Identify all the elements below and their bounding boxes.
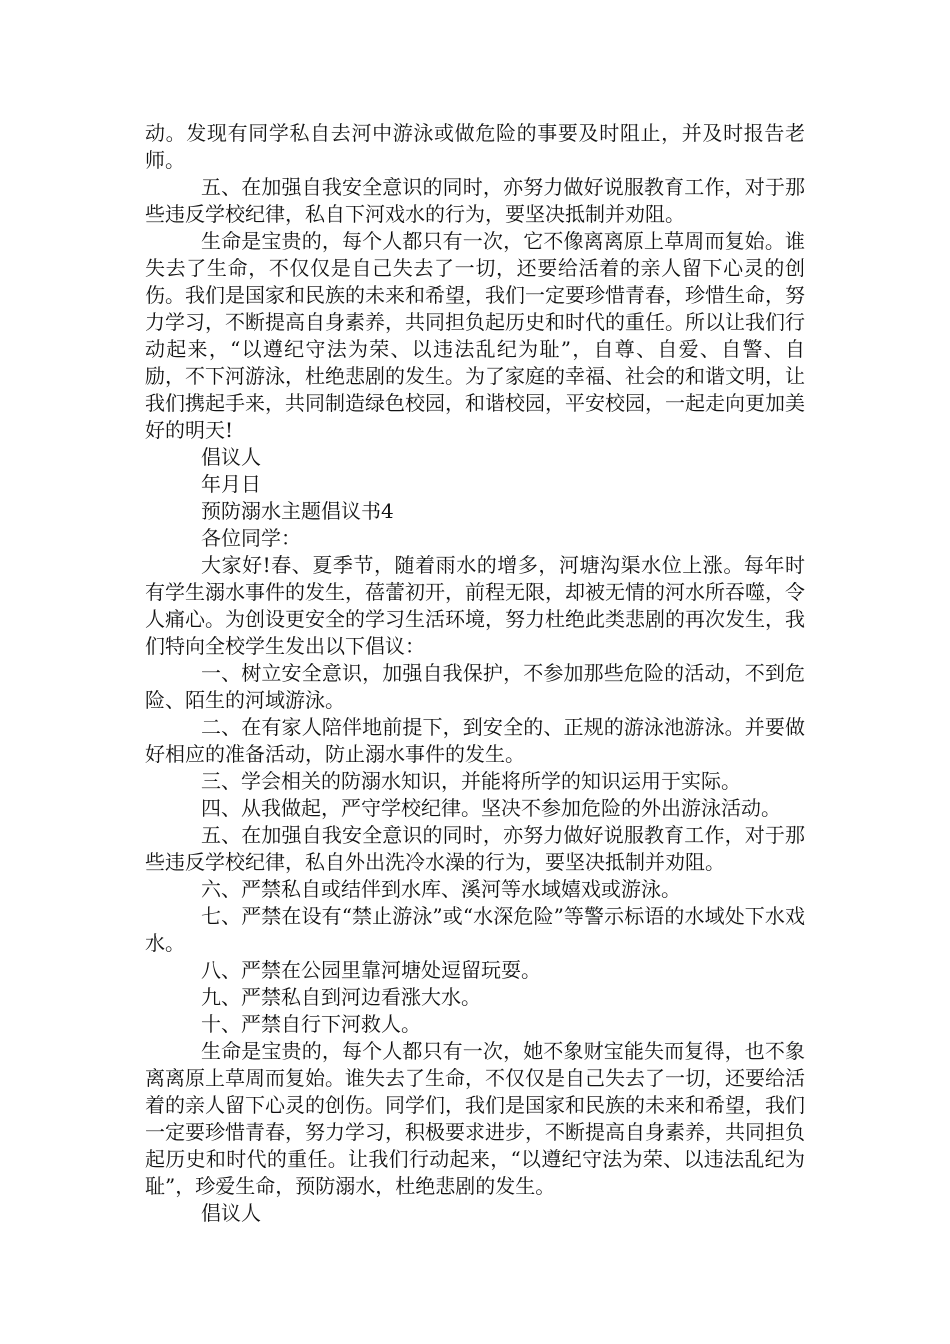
paragraph-closing-second: 生命是宝贵的，每个人都只有一次，她不象财宝能失而复得，也不象离离原上草周而复始。谁失去了生命，不仅仅是自己失去了一切，还要给活着的亲人留下心灵的创伤。同学们，我们是国家和民族的未来和希望，我们一定要珍惜青春，努力学习，积极要求进步，不断提高自身素养，共同担负起历史和时代的重任。让我们行动起来，“以遵纪守法为荣、以违法乱纪为耻”，珍爱生命，预防溺水，杜绝悲剧的发生。 xyxy=(145,1039,805,1198)
salutation: 各位同学： xyxy=(201,526,301,550)
section-title: 预防溺水主题倡议书4 xyxy=(201,499,394,523)
document-body xyxy=(145,120,805,1227)
paragraph-item-3: 三、学会相关的防溺水知识，并能将所学的知识运用于实际。 xyxy=(201,769,741,793)
date-label: 年月日 xyxy=(201,472,261,496)
paragraph-item-2: 二、在有家人陪伴地前提下，到安全的、正规的游泳池游泳。并要做好相应的准备活动，防止溺水事件的发生。 xyxy=(145,715,805,766)
paragraph-item-5: 五、在加强自我安全意识的同时，亦努力做好说服教育工作，对于那些违反学校纪律，私自外出洗冷水澡的行为，要坚决抵制并劝阻。 xyxy=(145,823,805,874)
paragraph-intro: 大家好!春、夏季节，随着雨水的增多，河塘沟渠水位上涨。每年时有学生溺水事件的发生，蓓蕾初开，前程无限，却被无情的河水所吞噬，令人痛心。为创设更安全的学习生活环境，努力杜绝此类悲剧的再次发生，我们特向全校学生发出以下倡议： xyxy=(145,553,805,658)
paragraph-item-4: 四、从我做起，严守学校纪律。坚决不参加危险的外出游泳活动。 xyxy=(201,796,781,820)
paragraph-item-5-first: 五、在加强自我安全意识的同时，亦努力做好说服教育工作，对于那些违反学校纪律，私自下河戏水的行为，要坚决抵制并劝阻。 xyxy=(145,175,805,226)
signature-label-second: 倡议人 xyxy=(201,1201,261,1225)
paragraph-item-1: 一、树立安全意识，加强自我保护，不参加那些危险的活动，不到危险、陌生的河域游泳。 xyxy=(145,661,805,712)
paragraph-item-9: 九、严禁私自到河边看涨大水。 xyxy=(201,985,481,1009)
paragraph-item-8: 八、严禁在公园里靠河塘处逗留玩耍。 xyxy=(201,958,541,982)
paragraph-item-10: 十、严禁自行下河救人。 xyxy=(201,1012,421,1036)
signature-label-first: 倡议人 xyxy=(201,445,261,469)
paragraph-closing-first: 生命是宝贵的，每个人都只有一次，它不像离离原上草周而复始。谁失去了生命，不仅仅是自己失去了一切，还要给活着的亲人留下心灵的创伤。我们是国家和民族的未来和希望，我们一定要珍惜青春，珍惜生命，努力学习，不断提高自身素养，共同担负起历史和时代的重任。所以让我们行动起来，“以遵纪守法为荣、以违法乱纪为耻”，自尊、自爱、自警、自励，不下河游泳，杜绝悲剧的发生。为了家庭的幸福、社会的和谐文明，让我们携起手来，共同制造绿色校园，和谐校园，平安校园，一起走向更加美好的明天! xyxy=(145,229,805,442)
paragraph-continuation: 动。发现有同学私自去河中游泳或做危险的事要及时阻止，并及时报告老师。 xyxy=(145,121,805,172)
paragraph-item-7: 七、严禁在设有“禁止游泳”或“水深危险”等警示标语的水域处下水戏水。 xyxy=(145,904,805,955)
paragraph-item-6: 六、严禁私自或结伴到水库、溪河等水域嬉戏或游泳。 xyxy=(201,877,681,901)
